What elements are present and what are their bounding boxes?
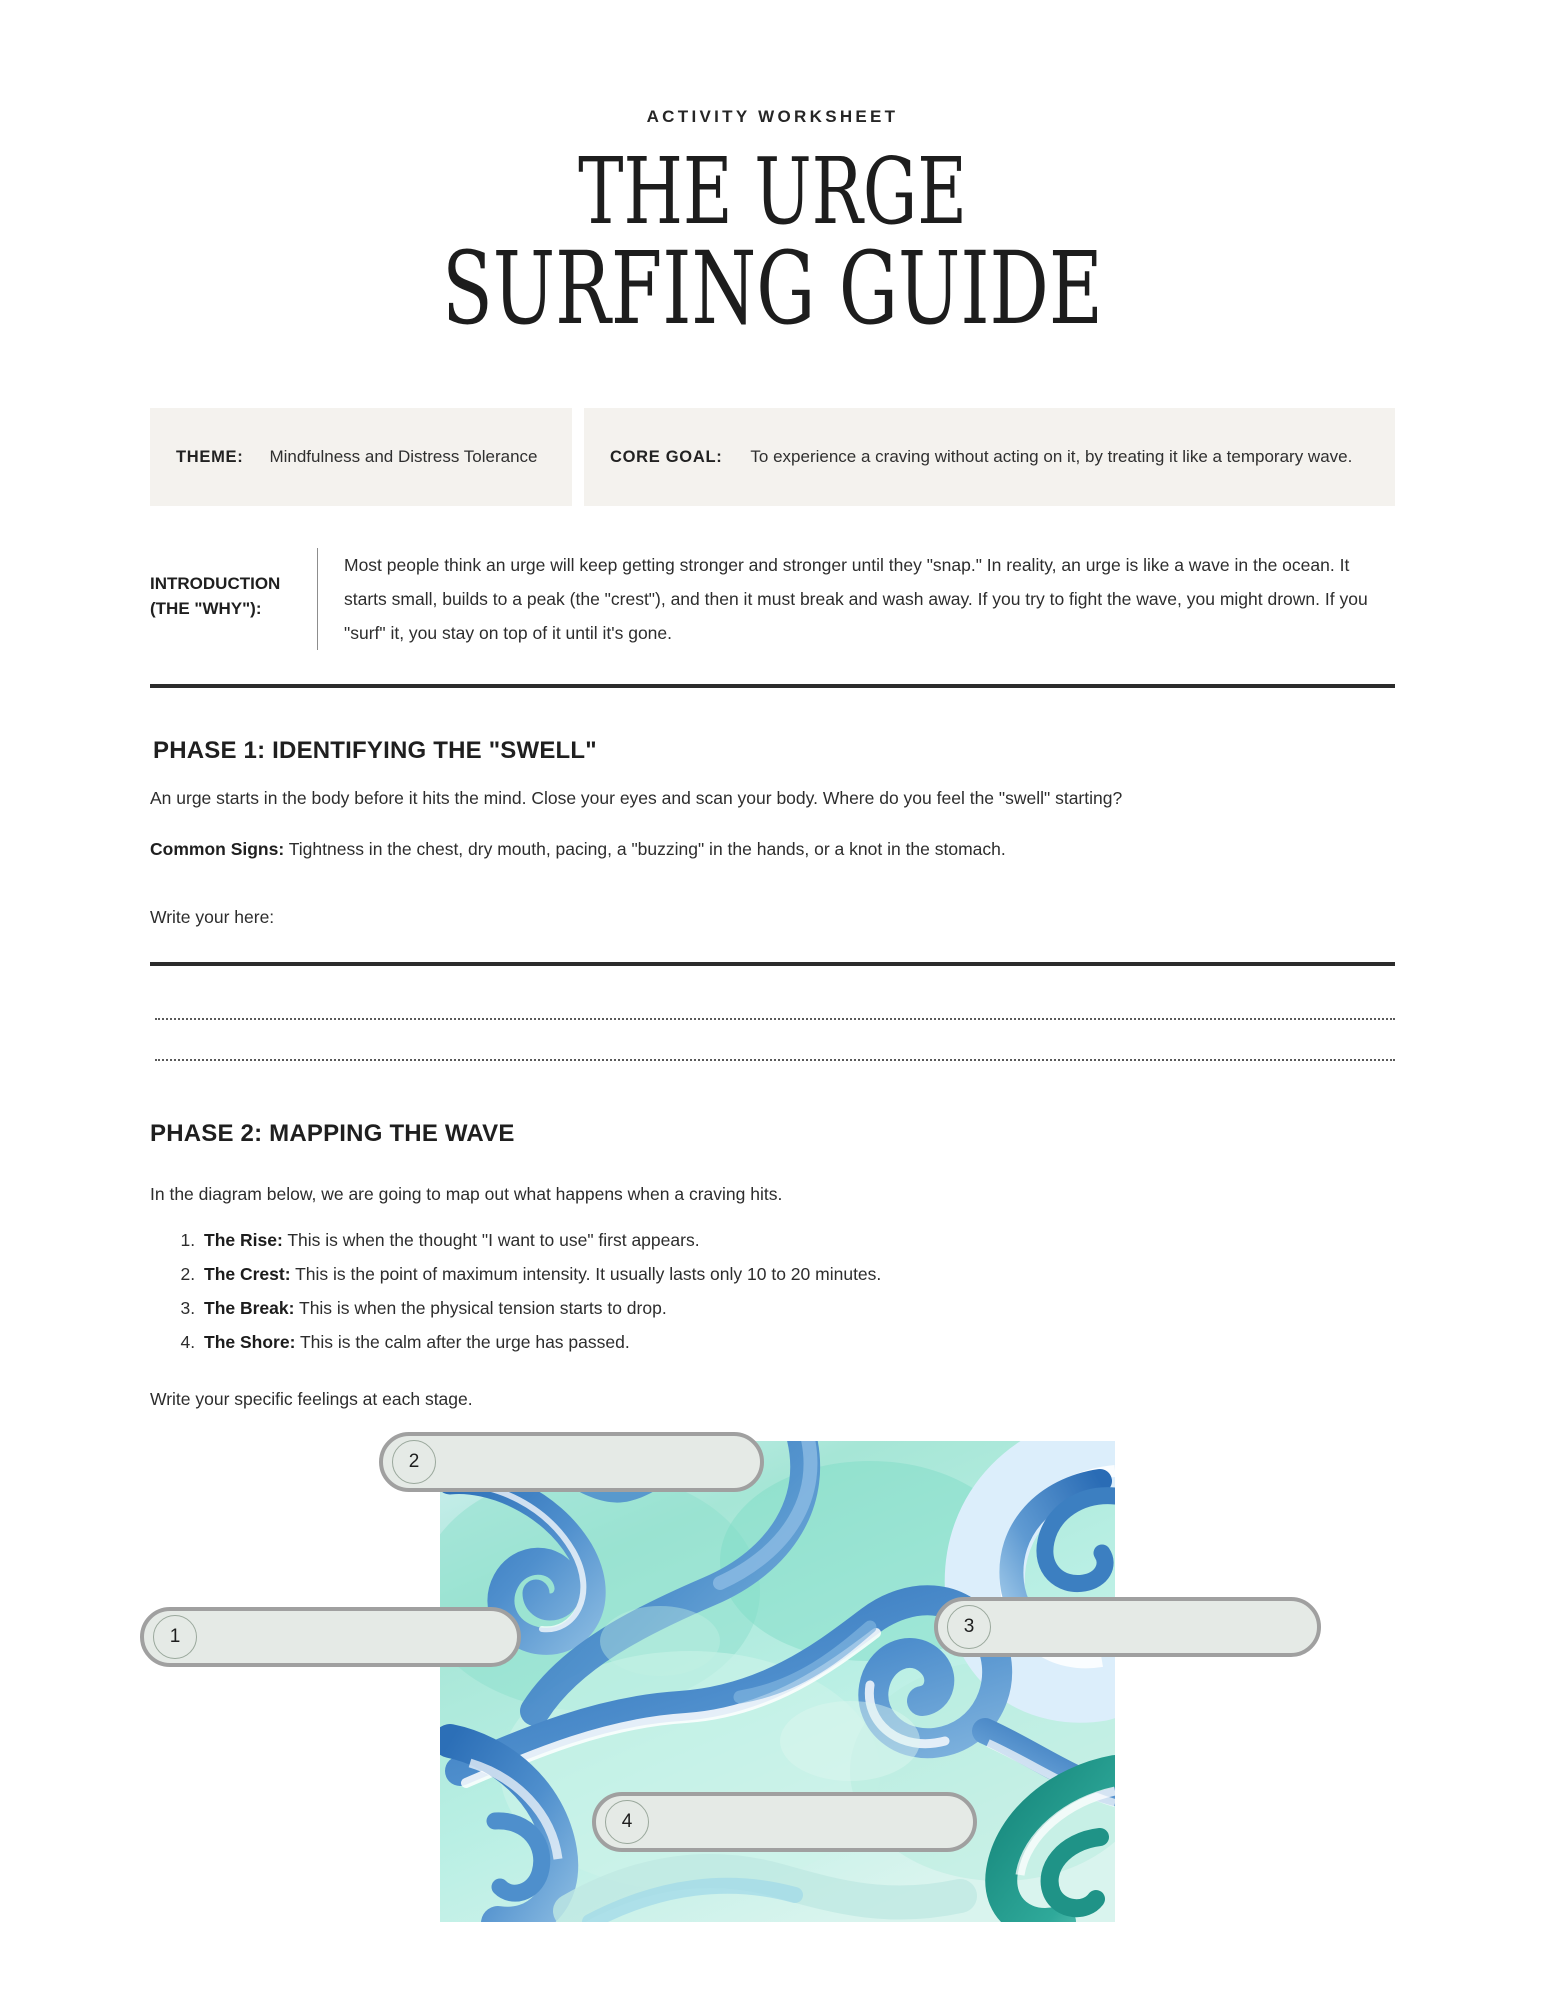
core-goal-label: CORE GOAL: [610, 447, 723, 466]
callout-number-3: 3 [947, 1605, 991, 1649]
list-item [200, 1329, 1300, 1356]
phase-1-common-signs [150, 835, 1395, 863]
core-goal-value: To experience a craving without acting on it, by treating it like a temporary wave. [750, 446, 1353, 466]
phase-1-answer-line-2[interactable] [155, 1059, 1395, 1061]
stage-description: This is when the thought "I want to use" first appears. [287, 1230, 700, 1250]
eyebrow-label: ACTIVITY WORKSHEET [646, 107, 899, 126]
phase-1-heading: PHASE 1: IDENTIFYING THE "SWELL" [153, 737, 597, 764]
theme-value: Mindfulness and Distress Tolerance [269, 446, 538, 466]
stage-list [150, 1227, 1300, 1364]
stage-description: This is when the physical tension starts to drop. [299, 1298, 667, 1319]
stage-term: The Crest: [204, 1264, 291, 1285]
introduction-label: INTRODUCTION (THE "WHY"): [150, 574, 281, 618]
introduction-text: Most people think an urge will keep getting stronger and stronger until they "snap." In reality, an urge is like a wave in the ocean. It starts small, builds to a peak (the "crest"), and then it must break and wash away. If you try to fight the wave, you might drown. If you "surf" it, you stay on top of it until it's gone. [344, 555, 1368, 644]
list-item [200, 1261, 1300, 1288]
phase-2-heading: PHASE 2: MAPPING THE WAVE [150, 1120, 515, 1147]
callout-number-2: 2 [392, 1440, 436, 1484]
page-title [0, 138, 1545, 348]
callout-pill-3[interactable] [934, 1597, 1321, 1657]
stage-term: The Rise: [204, 1230, 283, 1250]
phase-1-answer-rule [150, 962, 1395, 966]
common-signs-text: Tightness in the chest, dry mouth, pacing, a "buzzing" in the hands, or a knot in the stomach. [288, 839, 1006, 859]
phase-1-write-prompt: Write your here: [150, 907, 275, 927]
list-item [200, 1227, 1300, 1254]
phase-2-write-prompt: Write your specific feelings at each stage. [150, 1389, 473, 1409]
core-goal-box [584, 408, 1395, 506]
callout-pill-1[interactable] [140, 1607, 521, 1667]
introduction-row [150, 548, 1395, 650]
callout-number-1: 1 [153, 1615, 197, 1659]
stage-description: This is the point of maximum intensity. It usually lasts only 10 to 20 minutes. [295, 1264, 882, 1285]
stage-term: The Break: [204, 1298, 295, 1319]
common-signs-label: Common Signs: [150, 839, 285, 859]
stage-term: The Shore: [204, 1332, 296, 1353]
introduction-divider [317, 548, 318, 650]
phase-2-lead-text: In the diagram below, we are going to map out what happens when a craving hits. [150, 1184, 783, 1204]
phase-1-answer-line-1[interactable] [155, 1018, 1395, 1020]
callout-pill-2[interactable] [379, 1432, 764, 1492]
list-item [200, 1295, 1300, 1322]
page-title-line-1: THE URGE [578, 138, 967, 245]
callout-number-4: 4 [605, 1800, 649, 1844]
theme-box [150, 408, 572, 506]
phase-1-lead-text: An urge starts in the body before it hits the mind. Close your eyes and scan your body. Where do you feel the "swell" starting? [150, 788, 1123, 808]
callout-pill-4[interactable] [592, 1792, 977, 1852]
meta-row [150, 408, 1395, 506]
section-divider-top [150, 684, 1395, 688]
theme-label: THEME: [176, 447, 244, 466]
page-title-line-2: SURFING GUIDE [442, 230, 1103, 348]
stage-description: This is the calm after the urge has passed. [299, 1332, 630, 1353]
